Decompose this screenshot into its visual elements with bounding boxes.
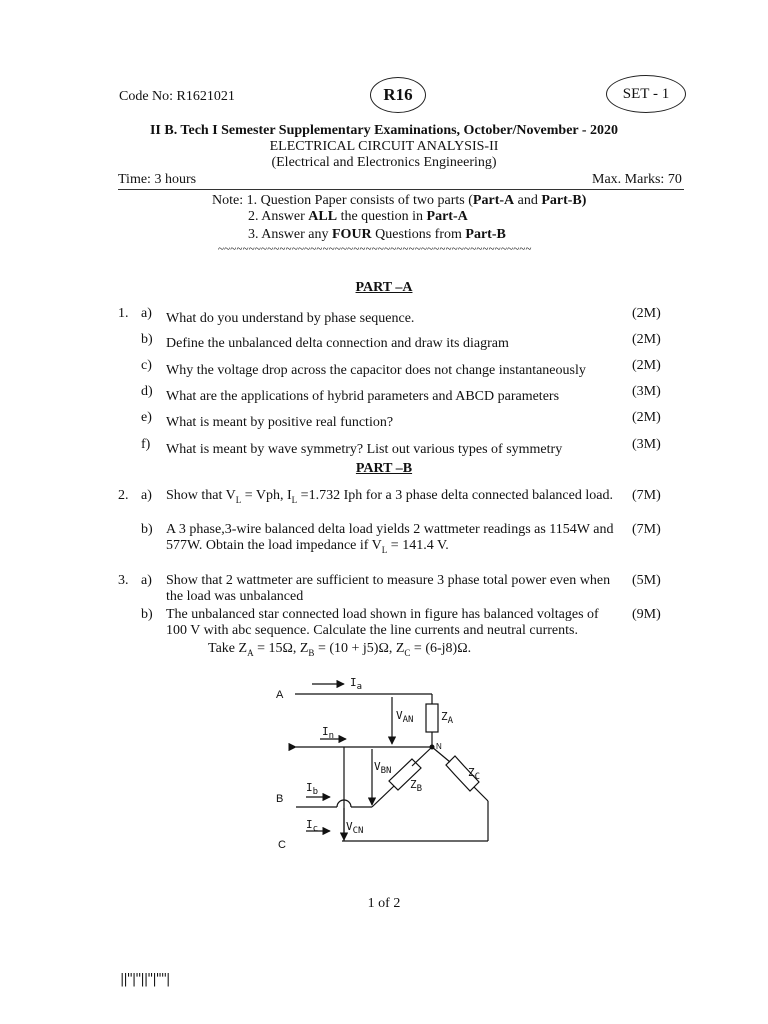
max-marks-label: Max. Marks: 70 — [592, 172, 682, 187]
q1e-text: What is meant by positive real function? — [166, 415, 394, 430]
za-resistor — [426, 704, 438, 732]
note-2-bold-b: Part-A — [426, 209, 468, 224]
zb-top-lead — [412, 747, 432, 766]
take-sub-3: C — [404, 647, 411, 658]
ib-label — [306, 781, 318, 797]
q2b-sub-1: L — [381, 544, 388, 555]
note-3-text: 3. Answer any — [248, 227, 332, 242]
q1a-marks: (2M) — [632, 306, 661, 321]
ia-label — [350, 676, 362, 692]
q1a-label: a) — [141, 306, 152, 321]
node-c-label: C — [278, 839, 286, 851]
take-text-1: Take Z — [208, 641, 248, 656]
q1d-marks: (3M) — [632, 384, 661, 399]
q3b-text: The unbalanced star connected load shown in figure has balanced voltages of 100 V with abc sequence. Calculate the line currents and neutral currents. — [166, 607, 599, 638]
in-main: I — [322, 725, 329, 738]
van-main: V — [396, 709, 403, 722]
subject-title: ELECTRICAL CIRCUIT ANALYSIS-II — [269, 139, 499, 154]
q2b-text-2: = 141.4 V. — [387, 538, 449, 553]
q1f-text: What is meant by wave symmetry? List out various types of symmetry — [166, 442, 563, 457]
exam-title: II B. Tech I Semester Supplementary Examinations, October/November - 2020 — [149, 123, 619, 138]
take-sub-2: B — [308, 647, 315, 658]
time-label: Time: 3 hours — [118, 172, 197, 187]
zb-sub: B — [416, 784, 423, 794]
za-label — [441, 710, 454, 726]
q3a-marks: (5M) — [632, 573, 661, 588]
neutral-label: N — [436, 742, 442, 751]
q1a-text: What do you understand by phase sequence. — [166, 311, 415, 326]
vbn-sub: BN — [380, 766, 392, 776]
note-2-bold-a: ALL — [308, 209, 338, 224]
q1e-marks: (2M) — [632, 410, 661, 425]
node-b-label: B — [276, 793, 284, 805]
q2b-text-1: A 3 phase,3-wire balanced delta load yields 2 wattmeter readings as 1154W and 577W. Obtain the load impedance if V — [166, 522, 614, 553]
zb-bottom-lead — [372, 786, 394, 807]
za-main: Z — [441, 710, 448, 723]
take-sub-1: A — [247, 647, 254, 658]
ic-main: I — [306, 818, 313, 831]
q1f-marks: (3M) — [632, 437, 661, 452]
take-text-4: = (6-j8)Ω. — [410, 641, 472, 656]
zb-label — [410, 778, 422, 794]
q3a-label: a) — [141, 573, 152, 588]
note-3-mid: Questions from — [371, 227, 466, 242]
q2a-text-3: =1.732 Iph for a 3 phase delta connected balanced load. — [297, 488, 613, 503]
q1f-label: f) — [141, 437, 151, 452]
ia-main: I — [350, 676, 357, 689]
take-text-2: = 15Ω, Z — [253, 641, 309, 656]
branch-title: (Electrical and Electronics Engineering) — [271, 155, 497, 170]
neutral-node-dot — [430, 745, 435, 750]
zc-label — [468, 766, 480, 782]
page-number: 1 of 2 — [367, 896, 401, 911]
q3a-text: Show that 2 wattmeter are sufficient to measure 3 phase total power even when the load was unbalanced — [166, 573, 611, 604]
q2a-marks: (7M) — [632, 488, 661, 503]
note-2-text: 2. Answer — [248, 209, 309, 224]
q1b-marks: (2M) — [632, 332, 661, 347]
q1c-text: Why the voltage drop across the capacitor does not change instantaneously — [166, 363, 586, 378]
set-label: SET - 1 — [622, 85, 670, 102]
za-sub: A — [447, 716, 454, 726]
q1c-label: c) — [141, 358, 152, 373]
part-a-title: PART –A — [355, 280, 413, 295]
van-label — [396, 709, 413, 725]
note-2-mid: the question in — [337, 209, 427, 224]
in-sub: n — [328, 731, 335, 741]
q1e-label: e) — [141, 410, 152, 425]
ib-sub: b — [312, 787, 319, 797]
q1b-text: Define the unbalanced delta connection and draw its diagram — [166, 336, 509, 351]
q2a-sub-1: L — [235, 494, 242, 505]
q2b-label: b) — [141, 522, 153, 537]
note-1-bold-a: Part-A — [472, 193, 515, 208]
vcn-sub: CN — [352, 826, 364, 836]
q1d-label: d) — [141, 384, 153, 399]
question-3-number: 3. — [118, 573, 129, 588]
question-1-number: 1. — [118, 306, 129, 321]
vbn-label — [374, 760, 391, 776]
q3b-marks: (9M) — [632, 607, 661, 622]
vcn-label — [346, 820, 363, 836]
note-3-bold-a: FOUR — [332, 227, 372, 242]
q1d-text: What are the applications of hybrid parameters and ABCD parameters — [166, 389, 560, 404]
node-a-label: A — [276, 689, 284, 701]
ia-sub: a — [356, 682, 363, 692]
q2a-sub-2: L — [291, 494, 298, 505]
take-text-3: = (10 + j5)Ω, Z — [314, 641, 405, 656]
q2b-marks: (7M) — [632, 522, 661, 537]
q3b-label: b) — [141, 607, 153, 622]
q2a-text-2: = Vph, I — [241, 488, 292, 503]
zc-main: Z — [468, 766, 475, 779]
van-sub: AN — [402, 715, 414, 725]
note-1-mid: and — [514, 193, 542, 208]
vcn-main: V — [346, 820, 353, 833]
zc-bottom-lead — [474, 787, 488, 801]
regulation-label: R16 — [383, 85, 413, 104]
code-number: Code No: R1621021 — [119, 89, 235, 104]
note-3-bold-b: Part-B — [465, 227, 506, 242]
q2a-label: a) — [141, 488, 152, 503]
zc-sub: C — [474, 772, 481, 782]
ib-main: I — [306, 781, 313, 794]
ic-sub: c — [312, 824, 319, 834]
zb-main: Z — [410, 778, 417, 791]
question-2-number: 2. — [118, 488, 129, 503]
q1c-marks: (2M) — [632, 358, 661, 373]
q1b-label: b) — [141, 332, 153, 347]
note-1-bold-b: Part-B) — [541, 193, 587, 208]
tilde-divider: ~~~~~~~~~~~~~~~~~~~~~~~~~~~~~~~~~~~~~~~~~~~~~~~~~~~ — [218, 243, 532, 255]
note-1-text: Note: 1. Question Paper consists of two parts ( — [212, 193, 473, 208]
barcode: ||''|''||''|''''| — [120, 972, 170, 987]
q2a-text-1: Show that V — [166, 488, 236, 503]
vbn-main: V — [374, 760, 381, 773]
part-b-title: PART –B — [355, 461, 413, 476]
